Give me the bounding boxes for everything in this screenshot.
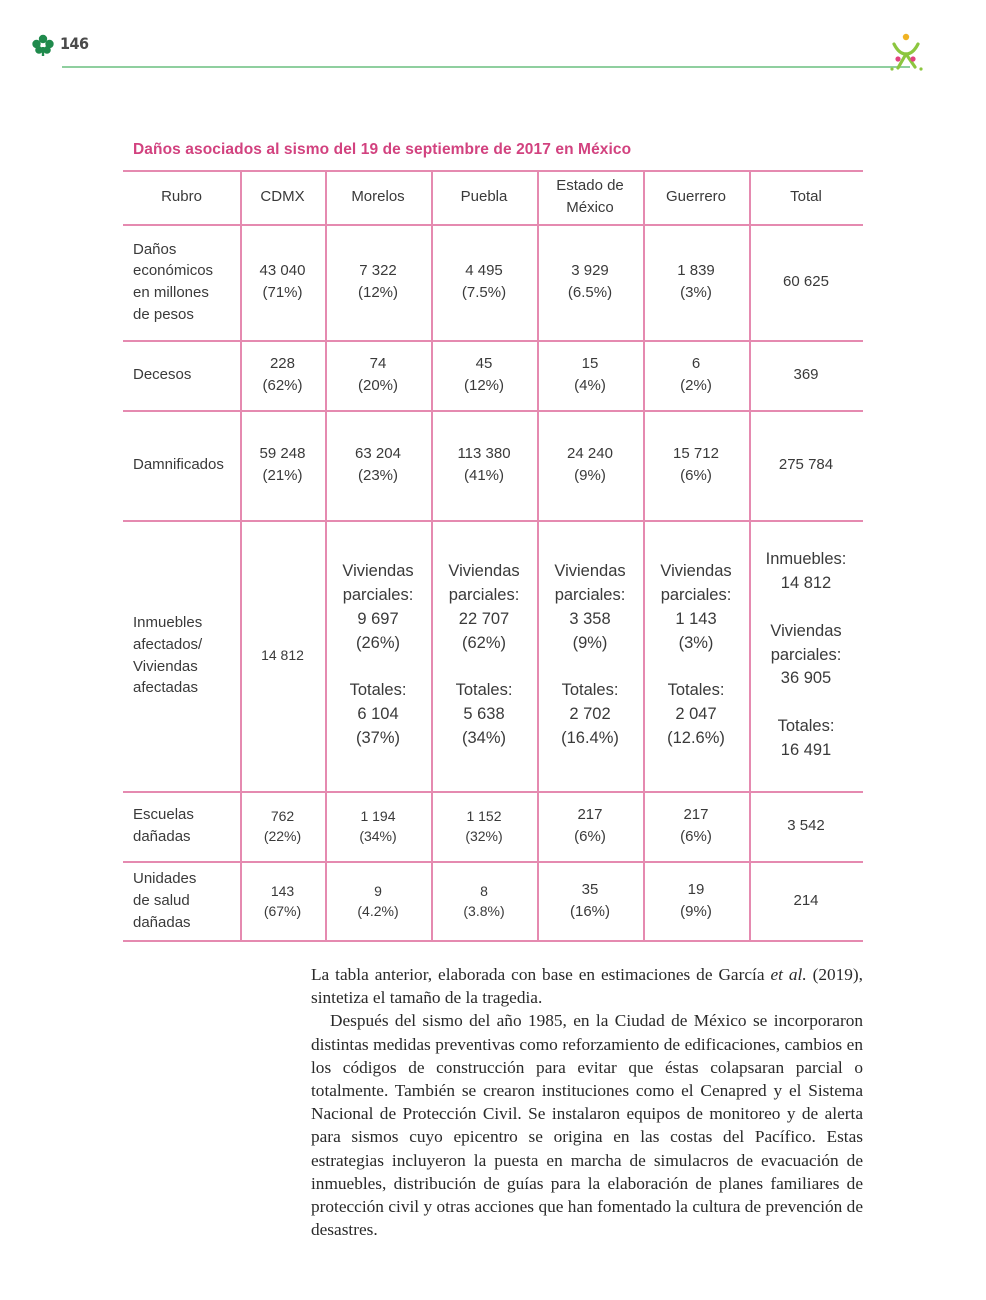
table-cell-text: 3 542: [787, 817, 825, 835]
table-row-label: [123, 224, 240, 340]
table-row-label-text: Daños económicos en millones de pesos: [133, 240, 214, 323]
table-cell: [537, 224, 643, 340]
page-number: 146: [60, 34, 89, 53]
table-cell-text: 8 (3.8%): [463, 882, 505, 919]
table-cell: [537, 340, 643, 410]
table-cell-text: 1 194 (34%): [359, 807, 397, 844]
table-row-label-text: Inmuebles afectados/ Viviendas afectadas: [133, 614, 203, 697]
table-header-cell-text: Estado de México: [556, 177, 624, 216]
table-row-label: [123, 861, 240, 941]
table-cell-text: 74 (20%): [357, 355, 398, 394]
table-cell: [749, 520, 863, 791]
table-cell-text: 15 712 (6%): [673, 445, 719, 484]
table-cell-text: 369: [793, 366, 819, 384]
table-header-cell-text: Total: [790, 188, 822, 206]
table-cell: [431, 861, 537, 941]
table-cell: [240, 791, 325, 861]
table-cell-text: 15 (4%): [574, 355, 606, 394]
table-cell: [643, 791, 749, 861]
table-cell: [325, 520, 431, 791]
table-cell: [643, 340, 749, 410]
damage-table: [123, 170, 863, 941]
table-cell-text: 59 248 (21%): [259, 445, 306, 484]
table-row-label: [123, 410, 240, 520]
table-cell-text: 762 (22%): [263, 807, 302, 844]
table-header-cell: [325, 170, 431, 224]
table-cell-text: Viviendas parciales: 3 358 (9%) Totales: 2 702 (16.4%): [554, 561, 626, 748]
table-cell: [537, 410, 643, 520]
clover-logo-icon: [30, 33, 56, 57]
paragraph-1-italic: et al.: [770, 965, 807, 984]
table-header-cell-text: Morelos: [351, 188, 405, 206]
table-cell-text: 45 (12%): [463, 355, 504, 394]
table-cell: [325, 791, 431, 861]
table-cell: [643, 861, 749, 941]
table-header-cell: [749, 170, 863, 224]
paragraph-1-text: La tabla anterior, elaborada con base en estimaciones de García: [311, 965, 771, 984]
table-cell-text: 214: [793, 892, 819, 910]
table-cell-text: 6 (2%): [680, 355, 712, 394]
table-cell-text: 143 (67%): [263, 882, 302, 919]
table-cell: [749, 340, 863, 410]
table-row-label-text: Unidades de salud dañadas: [133, 870, 197, 931]
table-header-cell: [123, 170, 240, 224]
paragraph-1-text-end: (2019), sintetiza el tamaño de la tragedia.: [311, 965, 863, 1008]
table-header-cell: [431, 170, 537, 224]
table-cell: [325, 224, 431, 340]
table-cell: [537, 520, 643, 791]
table-row-label-text: Damnificados: [133, 456, 224, 474]
table-header-cell-text: CDMX: [260, 188, 305, 206]
table-cell: [643, 224, 749, 340]
table-cell: [431, 224, 537, 340]
table-row-label-text: Escuelas dañadas: [133, 806, 194, 845]
table-cell: [431, 410, 537, 520]
table-cell: [325, 410, 431, 520]
table-row-label: [123, 340, 240, 410]
table-cell-text: 9 (4.2%): [357, 882, 399, 919]
table-cell-text: Inmuebles: 14 812 Viviendas parciales: 36 905 Totales: 16 491: [765, 549, 847, 760]
table-cell: [431, 340, 537, 410]
table-cell: [749, 861, 863, 941]
table-cell-text: 19 (9%): [680, 881, 712, 920]
table-cell: [240, 224, 325, 340]
table-row-label: [123, 791, 240, 861]
table-cell: [749, 791, 863, 861]
table-cell: [240, 410, 325, 520]
table-cell: [431, 520, 537, 791]
body-text: [311, 963, 863, 1241]
table-header-cell-text: Rubro: [161, 188, 202, 206]
table-cell-text: 113 380 (41%): [457, 445, 511, 484]
table-cell: [537, 861, 643, 941]
table-cell-text: 275 784: [778, 456, 834, 474]
table-cell-text: 14 812: [261, 647, 304, 664]
table-cell-text: 4 495 (7.5%): [461, 262, 507, 301]
table-title: Daños asociados al sismo del 19 de septiembre de 2017 en México: [133, 141, 632, 158]
table-cell-text: 3 929 (6.5%): [567, 262, 613, 301]
table-cell-text: 217 (6%): [574, 806, 606, 845]
table-cell: [325, 861, 431, 941]
table-header-cell-text: Puebla: [460, 188, 508, 206]
header-divider: [62, 66, 910, 68]
table-cell-text: 1 152 (32%): [465, 807, 503, 844]
table-header-cell: [537, 170, 643, 224]
table-cell: [537, 791, 643, 861]
table-cell-text: 43 040 (71%): [259, 262, 306, 301]
paragraph-2: Después del sismo del año 1985, en la Ciudad de México se incorporaron distintas medidas preventivas como reforzamiento de edificaciones, cambios en los códigos de construcción para evitar que éstas colapsaran parcial o totalmente. También se crearon instituciones como el Cenapred y el Sistema Nacional de Protección Civil. Se instalaron equipos de monitoreo y de alerta para sismos cuyo epicentro se origina en las costas del Pacífico. Estas estrategias incluyeron la puesta en marcha de simulacros de evacuación de inmuebles, distribución de guías para la elaboración de planes familiares de protección civil y otras acciones que han fomentado la cultura de prevención de desastres.: [311, 1011, 863, 1240]
table-cell: [240, 340, 325, 410]
table-cell-text: Viviendas parciales: 22 707 (62%) Totales: 5 638 (34%): [448, 561, 520, 748]
table-cell-text: 60 625: [783, 273, 829, 291]
table-cell: [749, 224, 863, 340]
table-cell-text: 63 204 (23%): [355, 445, 401, 484]
table-cell: [240, 520, 325, 791]
table-cell: [749, 410, 863, 520]
table-row-label: [123, 520, 240, 791]
page-header: [30, 30, 926, 70]
table-row-label-text: Decesos: [133, 366, 192, 384]
table-cell-text: Viviendas parciales: 1 143 (3%) Totales: 2 047 (12.6%): [660, 561, 732, 748]
table-cell: [325, 340, 431, 410]
table-header-cell-text: Guerrero: [665, 188, 727, 206]
paragraph-1: [311, 963, 863, 1009]
table-header-cell: [643, 170, 749, 224]
figure-logo-icon: [888, 32, 924, 72]
table-header-cell: [240, 170, 325, 224]
table-cell-text: 1 839 (3%): [677, 262, 715, 301]
table-cell-text: 228 (62%): [262, 355, 303, 394]
table-cell-text: 217 (6%): [680, 806, 712, 845]
table-cell-text: Viviendas parciales: 9 697 (26%) Totales: 6 104 (37%): [342, 561, 414, 748]
table-cell: [643, 520, 749, 791]
table-cell: [643, 410, 749, 520]
table-cell: [240, 861, 325, 941]
table-cell-text: 24 240 (9%): [567, 445, 613, 484]
table-cell: [431, 791, 537, 861]
table-cell-text: 35 (16%): [569, 881, 610, 920]
table-cell-text: 7 322 (12%): [357, 262, 398, 301]
